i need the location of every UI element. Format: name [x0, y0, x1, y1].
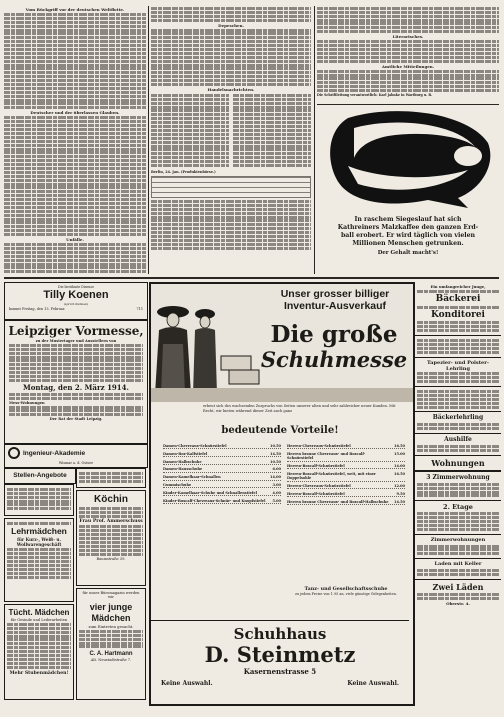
lehrmadchen-ad: [4, 518, 74, 602]
price-row: [163, 452, 281, 457]
headline-left-3: Unfälle.: [66, 237, 84, 243]
lehrmadchen-title: Lehrmädchen: [11, 525, 67, 536]
zwei-laden-title: Zwei Läden: [432, 581, 484, 592]
price-row: [163, 499, 281, 504]
column-rule: [314, 6, 315, 274]
tilly-koenen-ad: [4, 282, 148, 320]
price-row: [287, 464, 405, 469]
column-left-top: [4, 6, 146, 274]
zimmerwohnung-title: 3 Zimmerwohnung: [426, 473, 490, 481]
leipzig-title: Leipziger Vormesse,: [8, 324, 144, 338]
tuchtig-madchen-ad: [4, 604, 74, 700]
inventur-banner: [263, 288, 407, 312]
leipzig-date: Montag, den 2. März 1914.: [23, 382, 129, 392]
price-value: 14.50: [394, 499, 405, 504]
price-label: Damen-Halbschuhe: [163, 459, 202, 464]
price-row: [287, 444, 405, 449]
ingenieur-ad: [4, 444, 148, 468]
price-row: [287, 492, 405, 497]
produktenboerse-line: Berlin, 24. Jan. (Produktenbörse.): [151, 169, 216, 174]
ingenieur-title: Ingenieur-Akademie: [23, 449, 86, 457]
tapezier-title: Tapezier- und Polster-Lehrling: [427, 359, 489, 372]
price-value: 14.50: [270, 451, 281, 456]
ingenieur-sub: Wismar a. d. Ostsee: [58, 461, 94, 465]
steinmetz-street: Kasernenstrasse 5: [243, 667, 317, 676]
price-value: 14.00: [394, 464, 405, 468]
tilly-name: Tilly Koenen: [43, 289, 109, 301]
tilly-label: Die berühmte Diseuse: [58, 285, 94, 289]
schuhmesse-ad: [149, 282, 415, 706]
price-list-right: [287, 444, 405, 507]
konditorei-title: Konditorei: [431, 309, 485, 320]
junge-firm: C. A. Hartmann: [89, 651, 133, 658]
price-value: 10.50: [270, 459, 281, 464]
steinmetz-left: Keine Auswahl.: [161, 680, 213, 687]
steinmetz-right: Keine Auswahl.: [347, 680, 399, 687]
column-right-top: [317, 6, 499, 102]
price-value: 4.00: [272, 490, 281, 495]
price-value: 10.50: [270, 444, 281, 448]
headline-literarisches: Literarisches.: [392, 34, 424, 40]
junge-madchen-ad: [76, 588, 146, 700]
price-label: Damen-Box-Kalfstiefel: [163, 451, 208, 456]
headline-amtliche: Amtliche Mitteilungen.: [381, 63, 435, 69]
leipzig-office: Der Rat der Stadt Leipzig.: [49, 417, 103, 422]
market-table: [151, 176, 311, 198]
price-value: 3.00: [272, 482, 281, 487]
steinmetz-top: Schuhhaus: [233, 625, 327, 643]
small-ad-2: [76, 468, 146, 488]
right-ads-column: [414, 282, 501, 702]
price-value: 12.00: [394, 484, 405, 488]
price-label: Herren-Chevreaux-Schnürstiefel: [287, 484, 351, 488]
promo-line-1: In raschem Siegeslauf hat sich: [354, 216, 462, 223]
kochin-sub: Frau Prof. Ammerschuss: [79, 518, 143, 524]
promo-line-2: Kathreiners Malzkaffee den ganzen Erd-: [337, 224, 479, 231]
dance-shoes-sub: zu jedem Preise von 1.95 an, viele günstige Gelegenheiten.: [295, 592, 397, 596]
aushilfe-title: Aushilfe: [444, 436, 472, 444]
price-label: Damen-Kamelhaar-Schnallen: [163, 475, 221, 480]
price-value: 15.00: [394, 451, 405, 456]
column-rule: [148, 6, 149, 274]
price-row: [163, 460, 281, 465]
kochin-ad: [76, 490, 146, 586]
inventur-line-2: Inventur-Ausverkauf: [283, 300, 387, 312]
headline-depeschen: Depeschen.: [218, 22, 244, 28]
junge-title: vier junge Mädchen: [89, 602, 133, 623]
headline-left-2: Deutscher und der überlassen Glauben.: [30, 110, 120, 116]
tuchtig-foot: Mehr Stubenmädchen!: [9, 670, 69, 676]
steinmetz-name: D. Steinmetz: [204, 642, 356, 667]
inventur-line-1: Unser grosser billiger: [280, 288, 390, 300]
dance-shoes-heading: Tanz- und Gesellschaftsschuhe: [304, 586, 388, 592]
price-value: 5.00: [272, 498, 281, 503]
schuhmesse-title-2: Schuhmesse: [260, 347, 408, 372]
junge-street: Alt. Neustadtstraße 7.: [90, 658, 132, 663]
baeckerei-title: Bäckerei: [435, 293, 481, 304]
schriftleitung-notice: Die Schriftleitung verantwortlich: Karl Jahnke in Wartburg u. B.: [317, 93, 433, 98]
price-row: [163, 483, 281, 488]
price-value: 6.00: [272, 467, 281, 472]
tilly-sub: (sprich Kuhnen): [63, 302, 89, 306]
price-row: [287, 472, 405, 482]
junge-top: für unser Büromagazin werden wir: [82, 591, 140, 599]
promo-line-4: Millionen Menschen getrunken.: [352, 240, 464, 247]
page-rule: [4, 277, 499, 279]
price-label: Kinder-Kamelhaar-Schuhe und Schnallenstiefel: [163, 490, 257, 495]
schuhmesse-intro: erbeut sich des wachsenden Zuspruchs von Seiten unserer alten und sehr zahlreicher neuer Kunden. Mit Recht, wir bieten während dieser Zeit auch ganz: [203, 404, 396, 413]
price-label: Damen-Hausschuhe: [163, 467, 203, 472]
leipziger-vormesse-ad: [4, 320, 148, 444]
leipzig-stamp: Mess-Wohnungen: [9, 400, 45, 405]
price-label: Herren braune Chevreaux- und Boxcalf-Schnürstiefel: [287, 451, 366, 461]
vorteile-heading: bedeutende Vorteile!: [221, 425, 339, 436]
price-label: Herren-Chevreaux-Schnürstiefel: [287, 444, 351, 448]
baeckerlehrling-title: Bäckerlehrling: [432, 414, 484, 422]
section-rule: [317, 104, 499, 105]
price-list-left: [163, 444, 281, 506]
price-label: Kinder-Boxcalf-Chevreaux-Schnür- und Knopfstiefel: [163, 498, 266, 503]
zimmerwohnungen-title: Zimmerwohnungen: [430, 536, 486, 543]
tuchtig-sub: für Gesinde und Lederarbeiten: [10, 618, 68, 622]
globe-illustration: [318, 108, 498, 216]
price-row: [287, 484, 405, 489]
baeckerei-top: Ein umfangreicher Junge,: [430, 284, 486, 289]
stellen-title: Stellen-Angebote: [13, 472, 67, 479]
price-row: [163, 444, 281, 449]
price-label: Damen-Chevreaux-Schnürstiefel: [163, 444, 227, 448]
price-label: Gummischuhe: [163, 482, 192, 487]
kochin-title: Köchin: [94, 494, 128, 505]
schuhmesse-title-block: [259, 322, 409, 372]
price-value: 16.50: [394, 444, 405, 448]
tuchtig-title: Tücht. Mädchen: [8, 608, 70, 617]
price-value: 9.50: [396, 491, 405, 496]
kathreiner-ad: [318, 108, 498, 273]
lehrmadchen-sub: für Kurz-, Weiß- u. Wollwarengeschäft: [16, 536, 62, 548]
tilly-num: 711: [136, 307, 143, 311]
wohnungen-title: Wohnungen: [431, 457, 485, 468]
price-value: 16.50: [394, 471, 405, 476]
kochin-foot: Baumstraße 39.: [96, 556, 126, 561]
price-row: [287, 452, 405, 462]
price-row: [163, 475, 281, 480]
price-label: Herren-Boxcalf-Schnürstiefel, weit, mit einer Doppelsohle: [287, 471, 376, 481]
promo-line-3: ball erobert. Er wird täglich von vielen: [340, 232, 476, 239]
column-middle-top: [151, 6, 311, 274]
gear-icon: [8, 447, 20, 459]
price-row: [163, 491, 281, 496]
stellen-header: [4, 468, 76, 484]
laden-title: Laden mit Keller: [434, 561, 482, 568]
headline-left-1: Vom Rückgriff vor der deutschen Weltflotte.: [25, 7, 125, 12]
promo-line-5: Der Gehalt macht's!: [377, 250, 439, 256]
schuhmesse-title: Die große: [270, 321, 398, 348]
price-label: Herren braune Chevreaux- und Boxcalf-Halbschuhe: [287, 499, 389, 504]
small-ad-1: [4, 484, 74, 516]
price-label: Herren-Boxcalf-Schnürstiefel: [287, 491, 345, 496]
etage-title: 2. Etage: [443, 503, 473, 512]
tilly-date: kommt Freitag, den 13. Februar.: [9, 307, 66, 311]
price-row: [163, 467, 281, 472]
hausnr: Oberstr. 4.: [446, 600, 470, 606]
price-value: 14.00: [270, 475, 281, 480]
steinmetz-block: [151, 620, 409, 687]
headline-handelsnachrichten: Handelsnachrichten.: [207, 87, 255, 93]
leipzig-sub: zu der Mustertager und Ausstellern von: [35, 339, 117, 343]
price-label: Herren-Boxcalf-Schnürstiefel: [287, 464, 345, 468]
price-row: [287, 500, 405, 505]
junge-sub: zum Eintreten gesucht.: [88, 624, 134, 629]
